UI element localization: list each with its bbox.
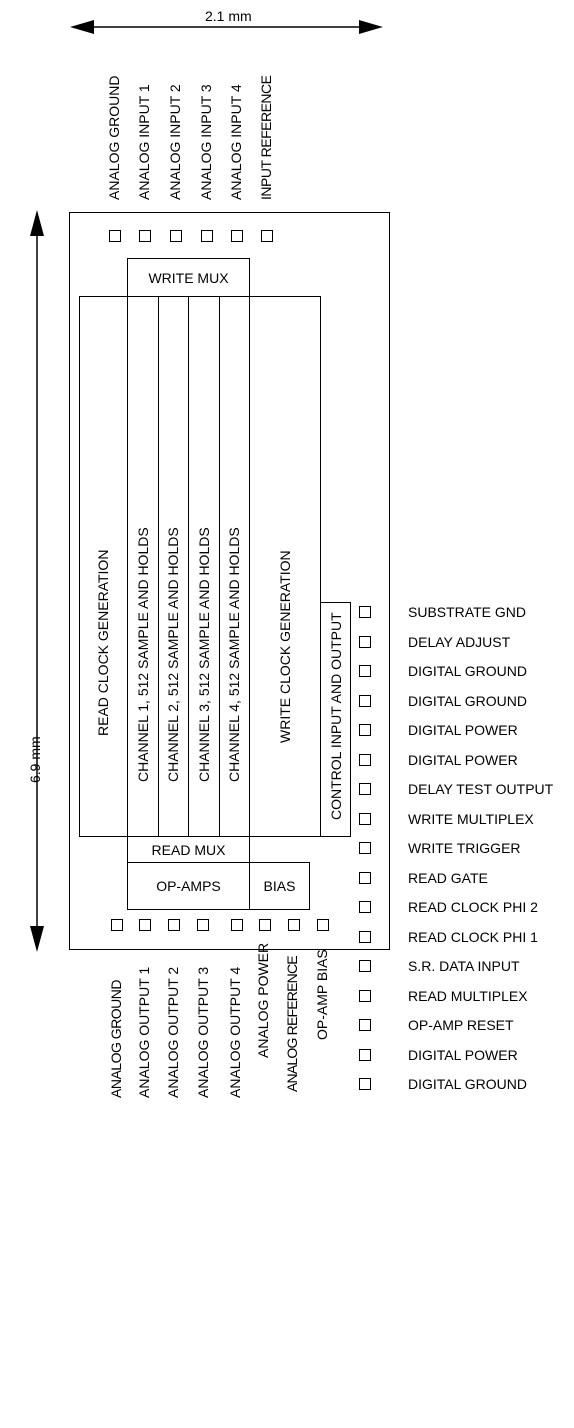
top-pad-analog-input-4 <box>231 230 243 242</box>
right-pad-11 <box>359 931 371 943</box>
height-arrow-bottom <box>30 926 44 952</box>
top-pad-analog-ground <box>109 230 121 242</box>
bottom-label-analog-reference: ANALOG REFERENCE <box>284 956 300 1092</box>
right-pad-15 <box>359 1049 371 1061</box>
write-mux-block: WRITE MUX <box>127 258 250 297</box>
right-pad-2 <box>359 665 371 677</box>
right-pad-5 <box>359 754 371 766</box>
right-pad-label-11: READ CLOCK PHI 1 <box>408 929 538 945</box>
width-arrow-left <box>70 20 94 34</box>
bottom-pad-analog-output-1 <box>139 919 151 931</box>
right-pad-label-15: DIGITAL POWER <box>408 1047 518 1063</box>
right-pad-1 <box>359 636 371 648</box>
right-pad-label-6: DELAY TEST OUTPUT <box>408 781 554 797</box>
top-pad-analog-input-3 <box>201 230 213 242</box>
bottom-pad-analog-output-3 <box>197 919 209 931</box>
top-label-analog-input-1: ANALOG INPUT 1 <box>136 84 152 200</box>
bottom-label-analog-output-2: ANALOG OUTPUT 2 <box>165 966 181 1098</box>
right-pad-label-5: DIGITAL POWER <box>408 752 518 768</box>
width-dimension-label: 2.1 mm <box>205 8 252 24</box>
channel-3-label: CHANNEL 3, 512 SAMPLE AND HOLDS <box>196 527 212 782</box>
right-pad-3 <box>359 695 371 707</box>
bottom-label-analog-output-4: ANALOG OUTPUT 4 <box>227 966 243 1098</box>
bottom-pad-analog-output-2 <box>168 919 180 931</box>
right-pad-label-7: WRITE MULTIPLEX <box>408 811 534 827</box>
right-pad-label-16: DIGITAL GROUND <box>408 1076 528 1092</box>
bottom-pad-analog-output-4 <box>231 919 243 931</box>
top-label-analog-input-3: ANALOG INPUT 3 <box>198 84 214 200</box>
bottom-label-analog-power: ANALOG POWER <box>255 942 271 1058</box>
right-pad-7 <box>359 813 371 825</box>
top-pad-input-reference <box>261 230 273 242</box>
bottom-label-analog-ground: ANALOG GROUND <box>108 980 124 1098</box>
top-pad-analog-input-2 <box>170 230 182 242</box>
channel-1-label: CHANNEL 1, 512 SAMPLE AND HOLDS <box>135 527 151 782</box>
top-label-analog-ground: ANALOG GROUND <box>106 75 122 200</box>
read-clock-generation-label: READ CLOCK GENERATION <box>95 549 111 736</box>
right-pad-label-9: READ GATE <box>408 870 488 886</box>
width-arrow-right <box>359 20 383 34</box>
top-pad-analog-input-1 <box>139 230 151 242</box>
channel-2-label: CHANNEL 2, 512 SAMPLE AND HOLDS <box>165 527 181 782</box>
write-clock-generation-label: WRITE CLOCK GENERATION <box>277 550 293 743</box>
channel-4-label: CHANNEL 4, 512 SAMPLE AND HOLDS <box>226 527 242 782</box>
op-amps-block: OP-AMPS <box>127 862 250 910</box>
right-pad-0 <box>359 606 371 618</box>
bottom-label-analog-output-1: ANALOG OUTPUT 1 <box>136 966 152 1098</box>
right-pad-8 <box>359 842 371 854</box>
right-pad-label-10: READ CLOCK PHI 2 <box>408 899 538 915</box>
right-pad-label-13: READ MULTIPLEX <box>408 988 528 1004</box>
read-mux-block: READ MUX <box>127 836 250 863</box>
bottom-pad-op-amp-bias <box>317 919 329 931</box>
right-pad-label-14: OP-AMP RESET <box>408 1017 514 1033</box>
right-pad-label-12: S.R. DATA INPUT <box>408 958 520 974</box>
height-arrow-top <box>30 210 44 236</box>
right-pad-4 <box>359 724 371 736</box>
top-label-analog-input-4: ANALOG INPUT 4 <box>228 84 244 200</box>
right-pad-6 <box>359 783 371 795</box>
right-pad-16 <box>359 1078 371 1090</box>
bottom-pad-analog-reference <box>288 919 300 931</box>
right-pad-label-4: DIGITAL POWER <box>408 722 518 738</box>
height-dimension-label: 6.9 mm <box>27 736 43 783</box>
top-label-analog-input-2: ANALOG INPUT 2 <box>167 84 183 200</box>
bottom-pad-analog-ground <box>111 919 123 931</box>
right-pad-9 <box>359 872 371 884</box>
bottom-label-op-amp-bias: OP-AMP BIAS <box>314 949 330 1040</box>
right-pad-13 <box>359 990 371 1002</box>
right-pad-label-3: DIGITAL GROUND <box>408 693 528 709</box>
bias-block: BIAS <box>249 862 310 910</box>
bottom-label-analog-output-3: ANALOG OUTPUT 3 <box>195 966 211 1098</box>
right-pad-14 <box>359 1019 371 1031</box>
top-label-input-reference: INPUT REFERENCE <box>258 75 274 200</box>
right-pad-10 <box>359 901 371 913</box>
right-pad-12 <box>359 960 371 972</box>
right-pad-label-8: WRITE TRIGGER <box>408 840 521 856</box>
right-pad-label-2: DIGITAL GROUND <box>408 663 528 679</box>
right-pad-label-1: DELAY ADJUST <box>408 634 511 650</box>
control-io-label: CONTROL INPUT AND OUTPUT <box>328 612 344 820</box>
right-pad-label-0: SUBSTRATE GND <box>408 604 526 620</box>
bottom-pad-analog-power <box>259 919 271 931</box>
